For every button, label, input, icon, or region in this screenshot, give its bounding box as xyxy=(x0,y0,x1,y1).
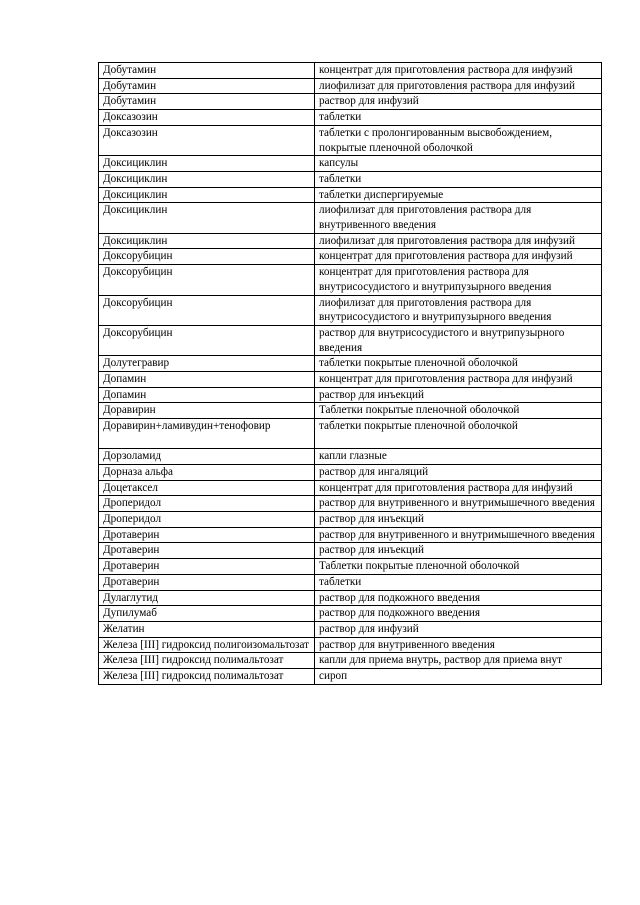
drug-name-cell: Доксорубицин xyxy=(99,295,315,325)
dosage-form-cell: раствор для инъекций xyxy=(315,387,602,403)
dosage-form-cell: таблетки xyxy=(315,574,602,590)
drug-name-cell: Желатин xyxy=(99,621,315,637)
dosage-form-cell: таблетки xyxy=(315,171,602,187)
table-row xyxy=(99,511,602,527)
dosage-form-cell: концентрат для приготовления раствора для инфузий xyxy=(315,63,602,79)
dosage-form-cell: лиофилизат для приготовления раствора для инфузий xyxy=(315,78,602,94)
drug-name-cell: Железа [III] гидроксид полимальтозат xyxy=(99,669,315,685)
table-row xyxy=(99,233,602,249)
drug-name-cell: Доксорубицин xyxy=(99,249,315,265)
table-row xyxy=(99,387,602,403)
dosage-form-cell: раствор для инфузий xyxy=(315,621,602,637)
dosage-form-cell: раствор для инъекций xyxy=(315,511,602,527)
dosage-form-cell: раствор для ингаляций xyxy=(315,464,602,480)
drug-forms-table xyxy=(98,62,602,685)
table-row xyxy=(99,464,602,480)
dosage-form-cell: раствор для внутрисосудистого и внутрипузырного введения xyxy=(315,325,602,355)
dosage-form-cell: сироп xyxy=(315,669,602,685)
drug-name-cell: Дупилумаб xyxy=(99,606,315,622)
drug-name-cell: Дорназа альфа xyxy=(99,464,315,480)
drug-name-cell: Доксорубицин xyxy=(99,265,315,295)
dosage-form-cell: концентрат для приготовления раствора для внутрисосудистого и внутрипузырного введения xyxy=(315,265,602,295)
table-row xyxy=(99,372,602,388)
table-row xyxy=(99,356,602,372)
dosage-form-cell: раствор для подкожного введения xyxy=(315,590,602,606)
drug-name-cell: Дротаверин xyxy=(99,574,315,590)
drug-name-cell: Добутамин xyxy=(99,94,315,110)
table-row xyxy=(99,637,602,653)
dosage-form-cell: таблетки с пролонгированным высвобождением, покрытые пленочной оболочкой xyxy=(315,125,602,155)
dosage-form-cell: раствор для инъекций xyxy=(315,543,602,559)
drug-name-cell: Дроперидол xyxy=(99,511,315,527)
table-row xyxy=(99,203,602,233)
table-row xyxy=(99,325,602,355)
table-row xyxy=(99,653,602,669)
drug-name-cell: Доравирин+ламивудин+тенофовир xyxy=(99,419,315,449)
dosage-form-cell: концентрат для приготовления раствора для инфузий xyxy=(315,249,602,265)
drug-name-cell: Дротаверин xyxy=(99,543,315,559)
dosage-form-cell: Таблетки покрытые пленочной оболочкой xyxy=(315,559,602,575)
dosage-form-cell: раствор для инфузий xyxy=(315,94,602,110)
table-row xyxy=(99,606,602,622)
dosage-form-cell: Таблетки покрытые пленочной оболочкой xyxy=(315,403,602,419)
dosage-form-cell: раствор для внутривенного и внутримышечного введения xyxy=(315,496,602,512)
drug-name-cell: Дротаверин xyxy=(99,527,315,543)
table-row xyxy=(99,78,602,94)
drug-name-cell: Железа [III] гидроксид полимальтозат xyxy=(99,653,315,669)
drug-name-cell: Доксициклин xyxy=(99,203,315,233)
table-row xyxy=(99,94,602,110)
table-row xyxy=(99,669,602,685)
dosage-form-cell: таблетки диспергируемые xyxy=(315,187,602,203)
table-row xyxy=(99,265,602,295)
table-row xyxy=(99,110,602,126)
drug-name-cell: Доксорубицин xyxy=(99,325,315,355)
table-row xyxy=(99,156,602,172)
drug-name-cell: Доксициклин xyxy=(99,233,315,249)
drug-name-cell: Дроперидол xyxy=(99,496,315,512)
dosage-form-cell: раствор для внутривенного и внутримышечного введения xyxy=(315,527,602,543)
table-row xyxy=(99,527,602,543)
dosage-form-cell: раствор для внутривенного введения xyxy=(315,637,602,653)
table-row xyxy=(99,419,602,449)
table-row xyxy=(99,590,602,606)
table-row xyxy=(99,449,602,465)
drug-name-cell: Долутегравир xyxy=(99,356,315,372)
table-row xyxy=(99,559,602,575)
drug-name-cell: Доксициклин xyxy=(99,187,315,203)
table-row xyxy=(99,403,602,419)
dosage-form-cell: лиофилизат для приготовления раствора для внутрисосудистого и внутрипузырного введения xyxy=(315,295,602,325)
table-row xyxy=(99,125,602,155)
table-row xyxy=(99,543,602,559)
table-row xyxy=(99,249,602,265)
table-body xyxy=(99,63,602,685)
table-row xyxy=(99,63,602,79)
dosage-form-cell: таблетки покрытые пленочной оболочкой xyxy=(315,356,602,372)
dosage-form-cell: концентрат для приготовления раствора для инфузий xyxy=(315,480,602,496)
dosage-form-cell: лиофилизат для приготовления раствора для внутривенного введения xyxy=(315,203,602,233)
drug-name-cell: Допамин xyxy=(99,387,315,403)
dosage-form-cell: таблетки покрытые пленочной оболочкой xyxy=(315,419,602,449)
dosage-form-cell: концентрат для приготовления раствора для инфузий xyxy=(315,372,602,388)
dosage-form-cell: капли глазные xyxy=(315,449,602,465)
drug-name-cell: Доксициклин xyxy=(99,156,315,172)
table-row xyxy=(99,171,602,187)
drug-name-cell: Допамин xyxy=(99,372,315,388)
drug-name-cell: Доцетаксел xyxy=(99,480,315,496)
drug-name-cell: Дротаверин xyxy=(99,559,315,575)
dosage-form-cell: капсулы xyxy=(315,156,602,172)
dosage-form-cell: раствор для подкожного введения xyxy=(315,606,602,622)
table-row xyxy=(99,295,602,325)
table-row xyxy=(99,621,602,637)
drug-name-cell: Доксициклин xyxy=(99,171,315,187)
drug-name-cell: Дорзоламид xyxy=(99,449,315,465)
drug-name-cell: Добутамин xyxy=(99,78,315,94)
drug-name-cell: Добутамин xyxy=(99,63,315,79)
drug-name-cell: Доравирин xyxy=(99,403,315,419)
drug-name-cell: Дулаглутид xyxy=(99,590,315,606)
table-row xyxy=(99,574,602,590)
table-row xyxy=(99,496,602,512)
table-row xyxy=(99,480,602,496)
dosage-form-cell: таблетки xyxy=(315,110,602,126)
dosage-form-cell: капли для приема внутрь, раствор для приема внут xyxy=(315,653,602,669)
dosage-form-cell: лиофилизат для приготовления раствора для инфузий xyxy=(315,233,602,249)
table-row xyxy=(99,187,602,203)
drug-name-cell: Доксазозин xyxy=(99,110,315,126)
drug-name-cell: Доксазозин xyxy=(99,125,315,155)
drug-name-cell: Железа [III] гидроксид полигоизомальтозат xyxy=(99,637,315,653)
